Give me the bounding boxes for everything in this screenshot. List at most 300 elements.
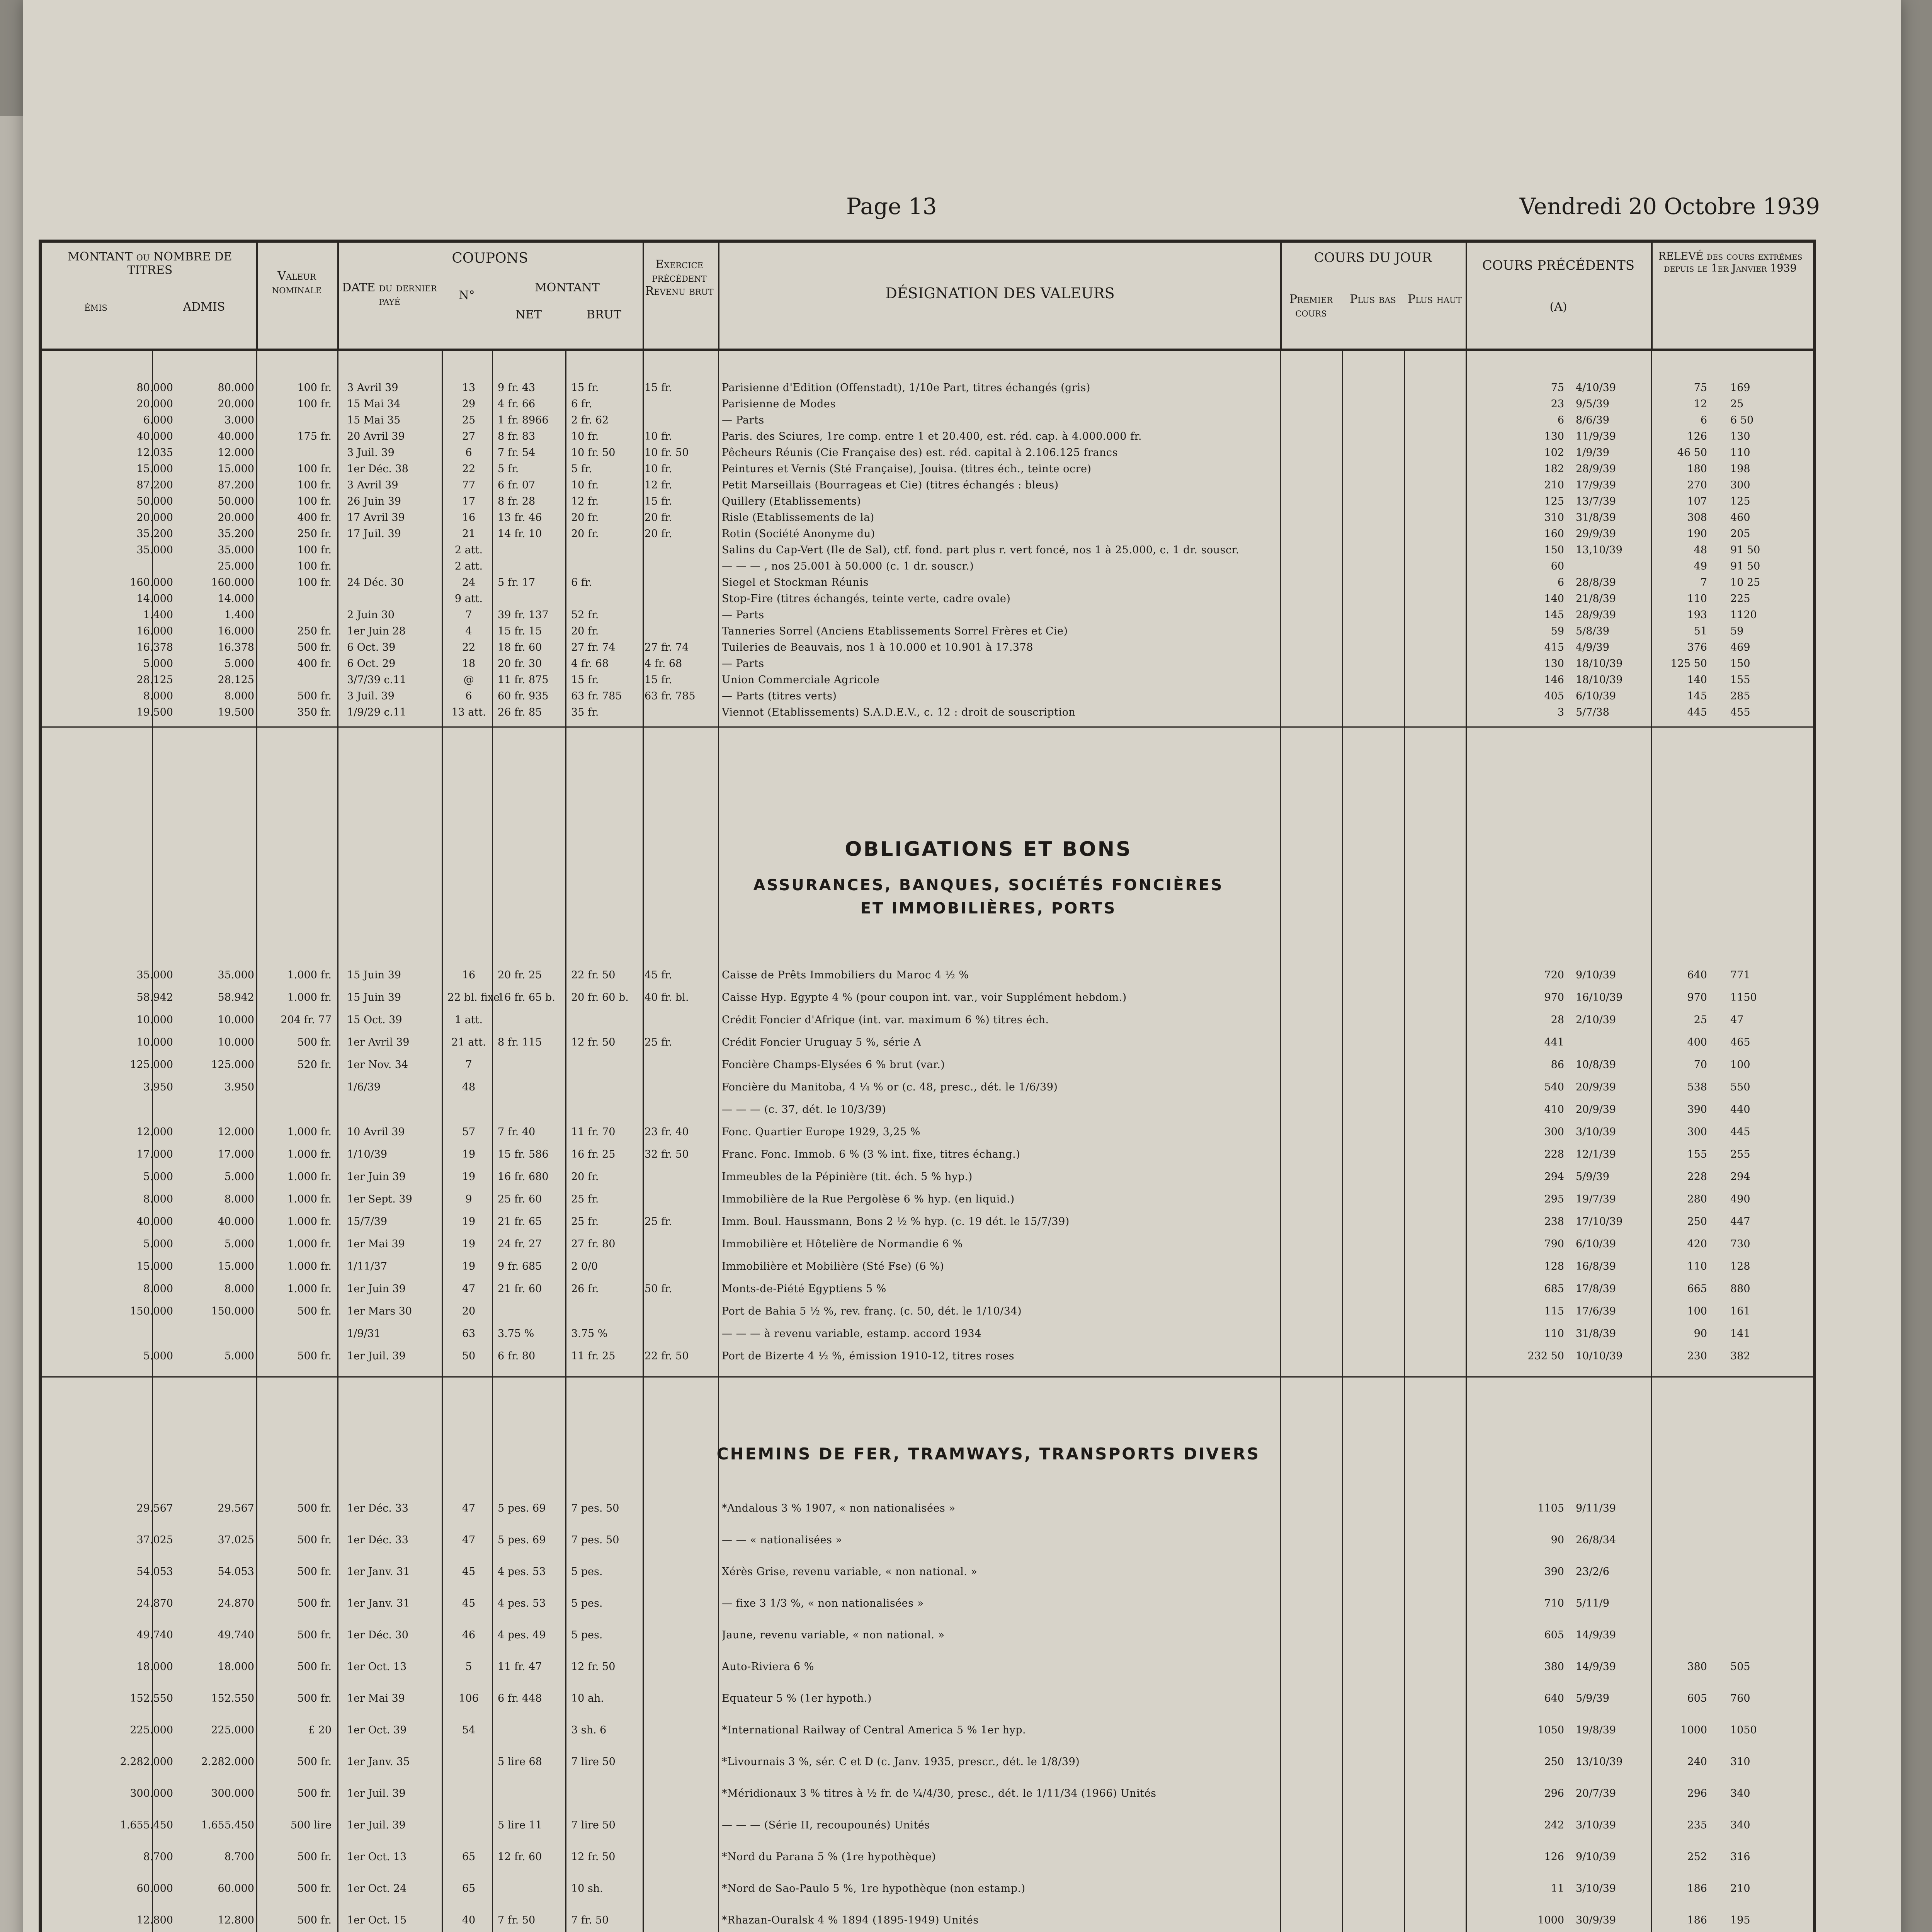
designation: — Parts [722, 658, 764, 670]
montant-admis: 35.200 [218, 528, 254, 540]
coupon-date: 3 Juil. 39 [347, 447, 395, 459]
coupon-net: 1 fr. 8966 [498, 414, 549, 426]
cours-precedent: 242 [1544, 1819, 1564, 1831]
releve-haut: 270 [1687, 479, 1707, 491]
designation: Parisienne d'Edition (Offenstadt), 1/10e Part, titres échangés (gris) [722, 382, 1090, 394]
valeur-nominale: 1.000 fr. [287, 1283, 332, 1295]
coupon-date: 1er Juil. 39 [347, 1819, 406, 1831]
newspaper-page [23, 0, 1901, 1932]
coupon-date: 1er Avril 39 [347, 1036, 410, 1048]
designation: Caisse Hyp. Egypte 4 % (pour coupon int. var., voir Supplément hebdom.) [722, 992, 1127, 1003]
coupon-brut: 5 pes. [571, 1566, 603, 1578]
header-premier: Premier cours [1289, 293, 1333, 320]
releve-haut: 190 [1687, 528, 1707, 540]
montant-emis: 10.000 [136, 1036, 173, 1048]
cours-precedent-date: 19/8/39 [1576, 1724, 1616, 1736]
coupon-net: 21 fr. 60 [498, 1283, 542, 1295]
montant-admis: 14.000 [218, 593, 254, 605]
coupon-net: 4 pes. 53 [498, 1597, 546, 1609]
montant-admis: 24.870 [218, 1597, 254, 1609]
table-row [42, 463, 1813, 475]
releve-haut: 126 [1687, 430, 1707, 442]
revenu-brut: 63 fr. 785 [645, 690, 696, 702]
designation: Immobilière de la Rue Pergolèse 6 % hyp. (en liquid.) [722, 1193, 1015, 1205]
coupon-brut: 7 pes. 50 [571, 1534, 619, 1546]
montant-admis: 29.567 [218, 1502, 254, 1514]
montant-emis: 8.000 [143, 1193, 173, 1205]
coupon-numero: 65 [462, 1851, 476, 1863]
montant-admis: 17.000 [218, 1148, 254, 1160]
coupon-net: 5 fr. [498, 463, 519, 475]
cours-precedent: 210 [1544, 479, 1564, 491]
header-montant: MONTANT ou NOMBRE DE TITRES [68, 250, 232, 277]
valeur-nominale: 500 fr. [297, 1883, 332, 1895]
table-row [42, 479, 1813, 492]
table-row [42, 382, 1813, 394]
header-admis: ADMIS [183, 300, 225, 314]
cours-precedent-date: 26/8/34 [1576, 1534, 1616, 1546]
designation: — Parts (titres verts) [722, 690, 837, 702]
releve-bas: 1120 [1730, 609, 1757, 621]
table-row [42, 560, 1813, 573]
coupon-net: 20 fr. 30 [498, 658, 542, 670]
releve-haut: 252 [1687, 1851, 1707, 1863]
montant-emis: 300.000 [130, 1787, 173, 1799]
coupon-date: 15/7/39 [347, 1216, 388, 1228]
designation: Stop-Fire (titres échangés, teinte verte, cadre ovale) [722, 593, 1011, 605]
cours-precedent: 140 [1544, 593, 1564, 605]
montant-admis: 54.053 [218, 1566, 254, 1578]
montant-emis: 35.000 [136, 969, 173, 981]
coupon-brut: 20 fr. [571, 512, 599, 524]
coupon-brut: 6 fr. [571, 577, 592, 588]
coupon-date: 17 Juil. 39 [347, 528, 401, 540]
montant-admis: 40.000 [218, 430, 254, 442]
table-row [42, 658, 1813, 670]
valeur-nominale: 500 fr. [297, 1350, 332, 1362]
revenu-brut: 4 fr. 68 [645, 658, 682, 670]
coupon-net: 20 fr. 25 [498, 969, 542, 981]
table-row [42, 528, 1813, 540]
table-row [42, 625, 1813, 638]
releve-bas: 445 [1730, 1126, 1750, 1138]
coupon-net: 12 fr. 60 [498, 1851, 542, 1863]
designation: Foncière du Manitoba, 4 ¼ % or (c. 48, presc., dét. le 1/6/39) [722, 1081, 1058, 1093]
coupon-numero: 65 [462, 1883, 476, 1895]
coupon-brut: 10 sh. [571, 1883, 603, 1895]
montant-emis: 28.125 [136, 674, 173, 686]
cours-precedent: 102 [1544, 447, 1564, 459]
releve-bas: 771 [1730, 969, 1750, 981]
releve-haut: 51 [1694, 625, 1707, 637]
header-designation: DÉSIGNATION DES VALEURS [885, 285, 1115, 302]
coupon-numero: 21 [462, 528, 476, 540]
coupon-net: 14 fr. 10 [498, 528, 542, 540]
valeur-nominale: 500 fr. [297, 1914, 332, 1926]
releve-haut: 7 [1700, 577, 1707, 588]
coupon-net: 6 fr. 448 [498, 1692, 542, 1704]
montant-admis: 2.282.000 [201, 1756, 254, 1768]
cours-precedent: 295 [1544, 1193, 1564, 1205]
designation: Immobilière et Mobilière (Sté Fse) (6 %) [722, 1260, 944, 1272]
cours-precedent-date: 2/10/39 [1576, 1014, 1616, 1026]
valeur-nominale: 500 fr. [297, 1851, 332, 1863]
cours-precedent: 28 [1551, 1014, 1564, 1026]
cours-precedent: 970 [1544, 992, 1564, 1003]
cours-precedent-date: 12/1/39 [1576, 1148, 1616, 1160]
montant-emis: 15.000 [136, 463, 173, 475]
revenu-brut: 12 fr. [645, 479, 672, 491]
cours-precedent-date: 18/10/39 [1576, 658, 1623, 670]
montant-admis: 49.740 [218, 1629, 254, 1641]
releve-haut: 49 [1694, 560, 1707, 572]
montant-emis: 5.000 [143, 1171, 173, 1183]
montant-emis: 8.700 [143, 1851, 173, 1863]
montant-emis: 19.500 [136, 706, 173, 718]
header-brut: BRUT [587, 308, 621, 321]
table-row [42, 969, 1813, 981]
coupon-numero: 45 [462, 1566, 476, 1578]
releve-bas: 6 50 [1730, 414, 1754, 426]
coupon-date: 20 Avril 39 [347, 430, 405, 442]
releve-haut: 300 [1687, 1126, 1707, 1138]
coupon-date: 1er Mai 39 [347, 1692, 405, 1704]
releve-bas: 210 [1730, 1883, 1750, 1895]
header-cours-jour: COURS DU JOUR [1314, 250, 1432, 265]
coupon-date: 1er Oct. 39 [347, 1724, 407, 1736]
designation: Port de Bahia 5 ½ %, rev. franç. (c. 50, dét. le 1/10/34) [722, 1305, 1022, 1317]
coupon-net: 25 fr. 60 [498, 1193, 542, 1205]
table-row [42, 1059, 1813, 1071]
cours-precedent: 125 [1544, 495, 1564, 507]
montant-admis: 10.000 [218, 1036, 254, 1048]
coupon-numero: 54 [462, 1724, 476, 1736]
coupon-brut: 12 fr. [571, 495, 599, 507]
coupon-date: 1/6/39 [347, 1081, 381, 1093]
montant-emis: 5.000 [143, 658, 173, 670]
valeur-nominale: 520 fr. [297, 1059, 332, 1071]
coupon-numero: 22 bl. fixe [447, 992, 500, 1003]
cours-precedent-date: 13,10/39 [1576, 544, 1622, 556]
revenu-brut: 10 fr. [645, 463, 672, 475]
coupon-numero: 13 att. [451, 706, 486, 718]
coupon-numero: 4 [465, 625, 472, 637]
cours-precedent: 250 [1544, 1756, 1564, 1768]
cours-precedent: 380 [1544, 1661, 1564, 1673]
cours-precedent-date: 4/9/39 [1576, 641, 1609, 653]
releve-haut: 250 [1687, 1216, 1707, 1228]
montant-emis: 5.000 [143, 1350, 173, 1362]
releve-haut: 230 [1687, 1350, 1707, 1362]
coupon-date: 1er Déc. 33 [347, 1534, 408, 1546]
cours-precedent: 441 [1544, 1036, 1564, 1048]
montant-emis: 6.000 [143, 414, 173, 426]
designation: Viennot (Etablissements) S.A.D.E.V., c. 12 : droit de souscription [722, 706, 1076, 718]
montant-emis: 12.000 [136, 1126, 173, 1138]
coupon-brut: 6 fr. [571, 398, 592, 410]
cours-precedent-date: 17/6/39 [1576, 1305, 1616, 1317]
coupon-brut: 3.75 % [571, 1328, 608, 1340]
coupon-brut: 10 fr. 50 [571, 447, 616, 459]
designation: Imm. Boul. Haussmann, Bons 2 ½ % hyp. (c. 19 dét. le 15/7/39) [722, 1216, 1070, 1228]
valeur-nominale: 500 fr. [297, 690, 332, 702]
valeur-nominale: 500 fr. [297, 1534, 332, 1546]
coupon-numero: 18 [462, 658, 476, 670]
designation: Caisse de Prêts Immobiliers du Maroc 4 ½ % [722, 969, 969, 981]
releve-haut: 70 [1694, 1059, 1707, 1071]
valeur-nominale: 400 fr. [297, 658, 332, 670]
coupon-date: 3 Juil. 39 [347, 690, 395, 702]
releve-bas: 465 [1730, 1036, 1750, 1048]
cours-precedent-date: 5/7/38 [1576, 706, 1609, 718]
quotation-table [39, 240, 1816, 1932]
coupon-net: 60 fr. 935 [498, 690, 549, 702]
releve-haut: 90 [1694, 1328, 1707, 1340]
header-montant-coupon: MONTANT [535, 281, 600, 294]
montant-admis: 152.550 [211, 1692, 254, 1704]
coupon-net: 8 fr. 28 [498, 495, 536, 507]
table-row [42, 430, 1813, 443]
coupon-net: 26 fr. 85 [498, 706, 542, 718]
coupon-numero: 19 [462, 1260, 476, 1272]
montant-admis: 12.000 [218, 1126, 254, 1138]
table-row [42, 674, 1813, 686]
coupon-date: 1/11/37 [347, 1260, 388, 1272]
montant-admis: 5.000 [224, 1171, 254, 1183]
coupon-brut: 20 fr. [571, 625, 599, 637]
coupon-brut: 12 fr. 50 [571, 1661, 616, 1673]
coupon-date: 1er Juil. 39 [347, 1350, 406, 1362]
releve-haut: 12 [1694, 398, 1707, 410]
releve-haut: 145 [1687, 690, 1707, 702]
coupon-brut: 63 fr. 785 [571, 690, 622, 702]
revenu-brut: 23 fr. 40 [645, 1126, 689, 1138]
coupon-brut: 12 fr. 50 [571, 1851, 616, 1863]
cours-precedent-date: 21/8/39 [1576, 593, 1616, 605]
coupon-brut: 7 fr. 50 [571, 1914, 609, 1926]
cours-precedent-date: 1/9/39 [1576, 447, 1609, 459]
cours-precedent: 1000 [1537, 1914, 1564, 1926]
page-number: Page 13 [846, 193, 937, 219]
releve-bas: 340 [1730, 1819, 1750, 1831]
coupon-brut: 27 fr. 74 [571, 641, 616, 653]
designation: Quillery (Etablissements) [722, 495, 861, 507]
cours-precedent-date: 5/11/9 [1576, 1597, 1609, 1609]
montant-admis: 125.000 [211, 1059, 254, 1071]
designation: Auto-Riviera 6 % [722, 1661, 814, 1673]
releve-haut: 186 [1687, 1914, 1707, 1926]
montant-admis: 300.000 [211, 1787, 254, 1799]
revenu-brut: 50 fr. [645, 1283, 672, 1295]
releve-bas: 161 [1730, 1305, 1750, 1317]
coupon-date: 10 Avril 39 [347, 1126, 405, 1138]
designation: Peintures et Vernis (Sté Française), Jouisa. (titres éch., teinte ocre) [722, 463, 1092, 475]
cours-precedent: 1050 [1537, 1724, 1564, 1736]
coupon-net: 4 pes. 49 [498, 1629, 546, 1641]
montant-emis: 3.950 [143, 1081, 173, 1093]
montant-emis: 16.000 [136, 625, 173, 637]
cours-precedent: 59 [1551, 625, 1564, 637]
coupon-brut: 26 fr. [571, 1283, 599, 1295]
releve-haut: 25 [1694, 1014, 1707, 1026]
montant-emis: 40.000 [136, 430, 173, 442]
releve-bas: 198 [1730, 463, 1750, 475]
valeur-nominale: 500 fr. [297, 1036, 332, 1048]
coupon-brut: 27 fr. 80 [571, 1238, 616, 1250]
coupon-date: 1er Janv. 31 [347, 1566, 410, 1578]
coupon-net: 15 fr. 15 [498, 625, 542, 637]
header-plus-haut: Plus haut [1408, 293, 1462, 306]
coupon-date: 15 Mai 35 [347, 414, 401, 426]
montant-admis: 18.000 [218, 1661, 254, 1673]
releve-bas: 469 [1730, 641, 1750, 653]
coupon-brut: 52 fr. [571, 609, 599, 621]
coupon-net: 8 fr. 115 [498, 1036, 542, 1048]
montant-emis: 49.740 [136, 1629, 173, 1641]
coupon-brut: 15 fr. [571, 674, 599, 686]
coupon-date: 1er Janv. 31 [347, 1597, 410, 1609]
coupon-date: 1er Nov. 34 [347, 1059, 408, 1071]
cours-precedent-date: 31/8/39 [1576, 1328, 1616, 1340]
coupon-date: 17 Avril 39 [347, 512, 405, 524]
coupon-numero: 13 [462, 382, 476, 394]
table-row [42, 992, 1813, 1004]
cours-precedent: 605 [1544, 1629, 1564, 1641]
coupon-numero: 25 [462, 414, 476, 426]
releve-haut: 400 [1687, 1036, 1707, 1048]
coupon-date: 6 Oct. 29 [347, 658, 396, 670]
table-row [42, 1350, 1813, 1362]
coupon-net: 11 fr. 47 [498, 1661, 542, 1673]
designation: Union Commerciale Agricole [722, 674, 880, 686]
coupon-net: 16 fr. 65 b. [498, 992, 555, 1003]
coupon-numero: 17 [462, 495, 476, 507]
cours-precedent-date: 9/10/39 [1576, 1851, 1616, 1863]
releve-haut: 970 [1687, 992, 1707, 1003]
valeur-nominale: 1.000 fr. [287, 1260, 332, 1272]
montant-admis: 160.000 [211, 577, 254, 588]
releve-bas: 110 [1730, 447, 1750, 459]
cours-precedent-date: 28/9/39 [1576, 609, 1616, 621]
cours-precedent: 790 [1544, 1238, 1564, 1250]
designation: Fonc. Quartier Europe 1929, 3,25 % [722, 1126, 921, 1138]
releve-haut: 100 [1687, 1305, 1707, 1317]
cours-precedent-date: 9/11/39 [1576, 1502, 1616, 1514]
cours-precedent-date: 13/10/39 [1576, 1756, 1623, 1768]
table-row [42, 706, 1813, 719]
revenu-brut: 10 fr. [645, 430, 672, 442]
montant-admis: 20.000 [218, 398, 254, 410]
releve-bas: 47 [1730, 1014, 1744, 1026]
coupon-net: 16 fr. 680 [498, 1171, 549, 1183]
valeur-nominale: 100 fr. [297, 479, 332, 491]
coupon-brut: 20 fr. 60 b. [571, 992, 629, 1003]
coupon-brut: 7 pes. 50 [571, 1502, 619, 1514]
table-row [42, 1260, 1813, 1273]
coupon-date: 1er Janv. 35 [347, 1756, 410, 1768]
coupon-brut: 5 fr. [571, 463, 592, 475]
designation: Salins du Cap-Vert (Ile de Sal), ctf. fond. part plus r. vert foncé, nos 1 à 25.000, c. 1 dr. souscr. [722, 544, 1240, 556]
releve-haut: 665 [1687, 1283, 1707, 1295]
cours-precedent-date: 5/9/39 [1576, 1692, 1609, 1704]
designation: — — — , nos 25.001 à 50.000 (c. 1 dr. souscr.) [722, 560, 974, 572]
designation: Pêcheurs Réunis (Cie Française des) est. réd. capital à 2.106.125 francs [722, 447, 1118, 459]
header-valeur: Valeur nominale [272, 269, 322, 296]
cours-precedent: 710 [1544, 1597, 1564, 1609]
cours-precedent: 294 [1544, 1171, 1564, 1183]
header-numero: N° [459, 289, 475, 302]
cours-precedent-date: 30/9/39 [1576, 1914, 1616, 1926]
table-row [42, 1661, 1813, 1673]
coupon-date: 1/10/39 [347, 1148, 388, 1160]
coupon-numero: 9 [465, 1193, 472, 1205]
cours-precedent-date: 10/8/39 [1576, 1059, 1616, 1071]
montant-emis: 125.000 [130, 1059, 173, 1071]
releve-haut: 75 [1694, 382, 1707, 394]
montant-admis: 12.000 [218, 447, 254, 459]
montant-emis: 80.000 [136, 382, 173, 394]
section-subtitle-immobilieres: ET IMMOBILIÈRES, PORTS [860, 900, 1117, 917]
table-row [42, 1283, 1813, 1295]
releve-haut: 1000 [1680, 1724, 1707, 1736]
valeur-nominale: 400 fr. [297, 512, 332, 524]
montant-admis: 87.200 [218, 479, 254, 491]
releve-bas: 300 [1730, 479, 1750, 491]
cours-precedent: 160 [1544, 528, 1564, 540]
releve-bas: 455 [1730, 706, 1750, 718]
montant-admis: 58.942 [218, 992, 254, 1003]
montant-admis: 25.000 [218, 560, 254, 572]
coupon-numero: 2 att. [454, 560, 483, 572]
designation: — — — à revenu variable, estamp. accord 1934 [722, 1328, 981, 1340]
coupon-brut: 4 fr. 68 [571, 658, 609, 670]
releve-haut: 308 [1687, 512, 1707, 524]
designation: Tuileries de Beauvais, nos 1 à 10.000 et 10.901 à 17.378 [722, 641, 1033, 653]
coupon-date: 1er Oct. 13 [347, 1851, 407, 1863]
releve-bas: 340 [1730, 1787, 1750, 1799]
valeur-nominale: 1.000 fr. [287, 1171, 332, 1183]
montant-emis: 160.000 [130, 577, 173, 588]
montant-admis: 35.000 [218, 544, 254, 556]
montant-admis: 1.400 [224, 609, 254, 621]
cours-precedent: 146 [1544, 674, 1564, 686]
releve-bas: 125 [1730, 495, 1750, 507]
montant-admis: 5.000 [224, 658, 254, 670]
header-net: NET [515, 308, 542, 321]
designation: *Livournais 3 %, sér. C et D (c. Janv. 1935, prescr., dét. le 1/8/39) [722, 1756, 1080, 1768]
coupon-numero: 46 [462, 1629, 476, 1641]
montant-admis: 225.000 [211, 1724, 254, 1736]
montant-emis: 8.000 [143, 1283, 173, 1295]
designation: Immeubles de la Pépinière (tit. éch. 5 % hyp.) [722, 1171, 973, 1183]
montant-admis: 28.125 [218, 674, 254, 686]
montant-emis: 225.000 [130, 1724, 173, 1736]
coupon-numero: 1 att. [454, 1014, 483, 1026]
coupon-net: 5 pes. 69 [498, 1502, 546, 1514]
releve-haut: 110 [1687, 1260, 1707, 1272]
designation: — — — (Série II, recoupounés) Unités [722, 1819, 930, 1831]
releve-bas: 225 [1730, 593, 1750, 605]
valeur-nominale: 100 fr. [297, 560, 332, 572]
valeur-nominale: 100 fr. [297, 544, 332, 556]
cours-precedent-date: 9/5/39 [1576, 398, 1609, 410]
releve-haut: 140 [1687, 674, 1707, 686]
coupon-numero: 9 att. [454, 593, 483, 605]
coupon-net: 11 fr. 875 [498, 674, 549, 686]
valeur-nominale: £ 20 [308, 1724, 332, 1736]
coupon-numero: 106 [459, 1692, 479, 1704]
designation: — — — (c. 37, dét. le 10/3/39) [722, 1104, 886, 1116]
